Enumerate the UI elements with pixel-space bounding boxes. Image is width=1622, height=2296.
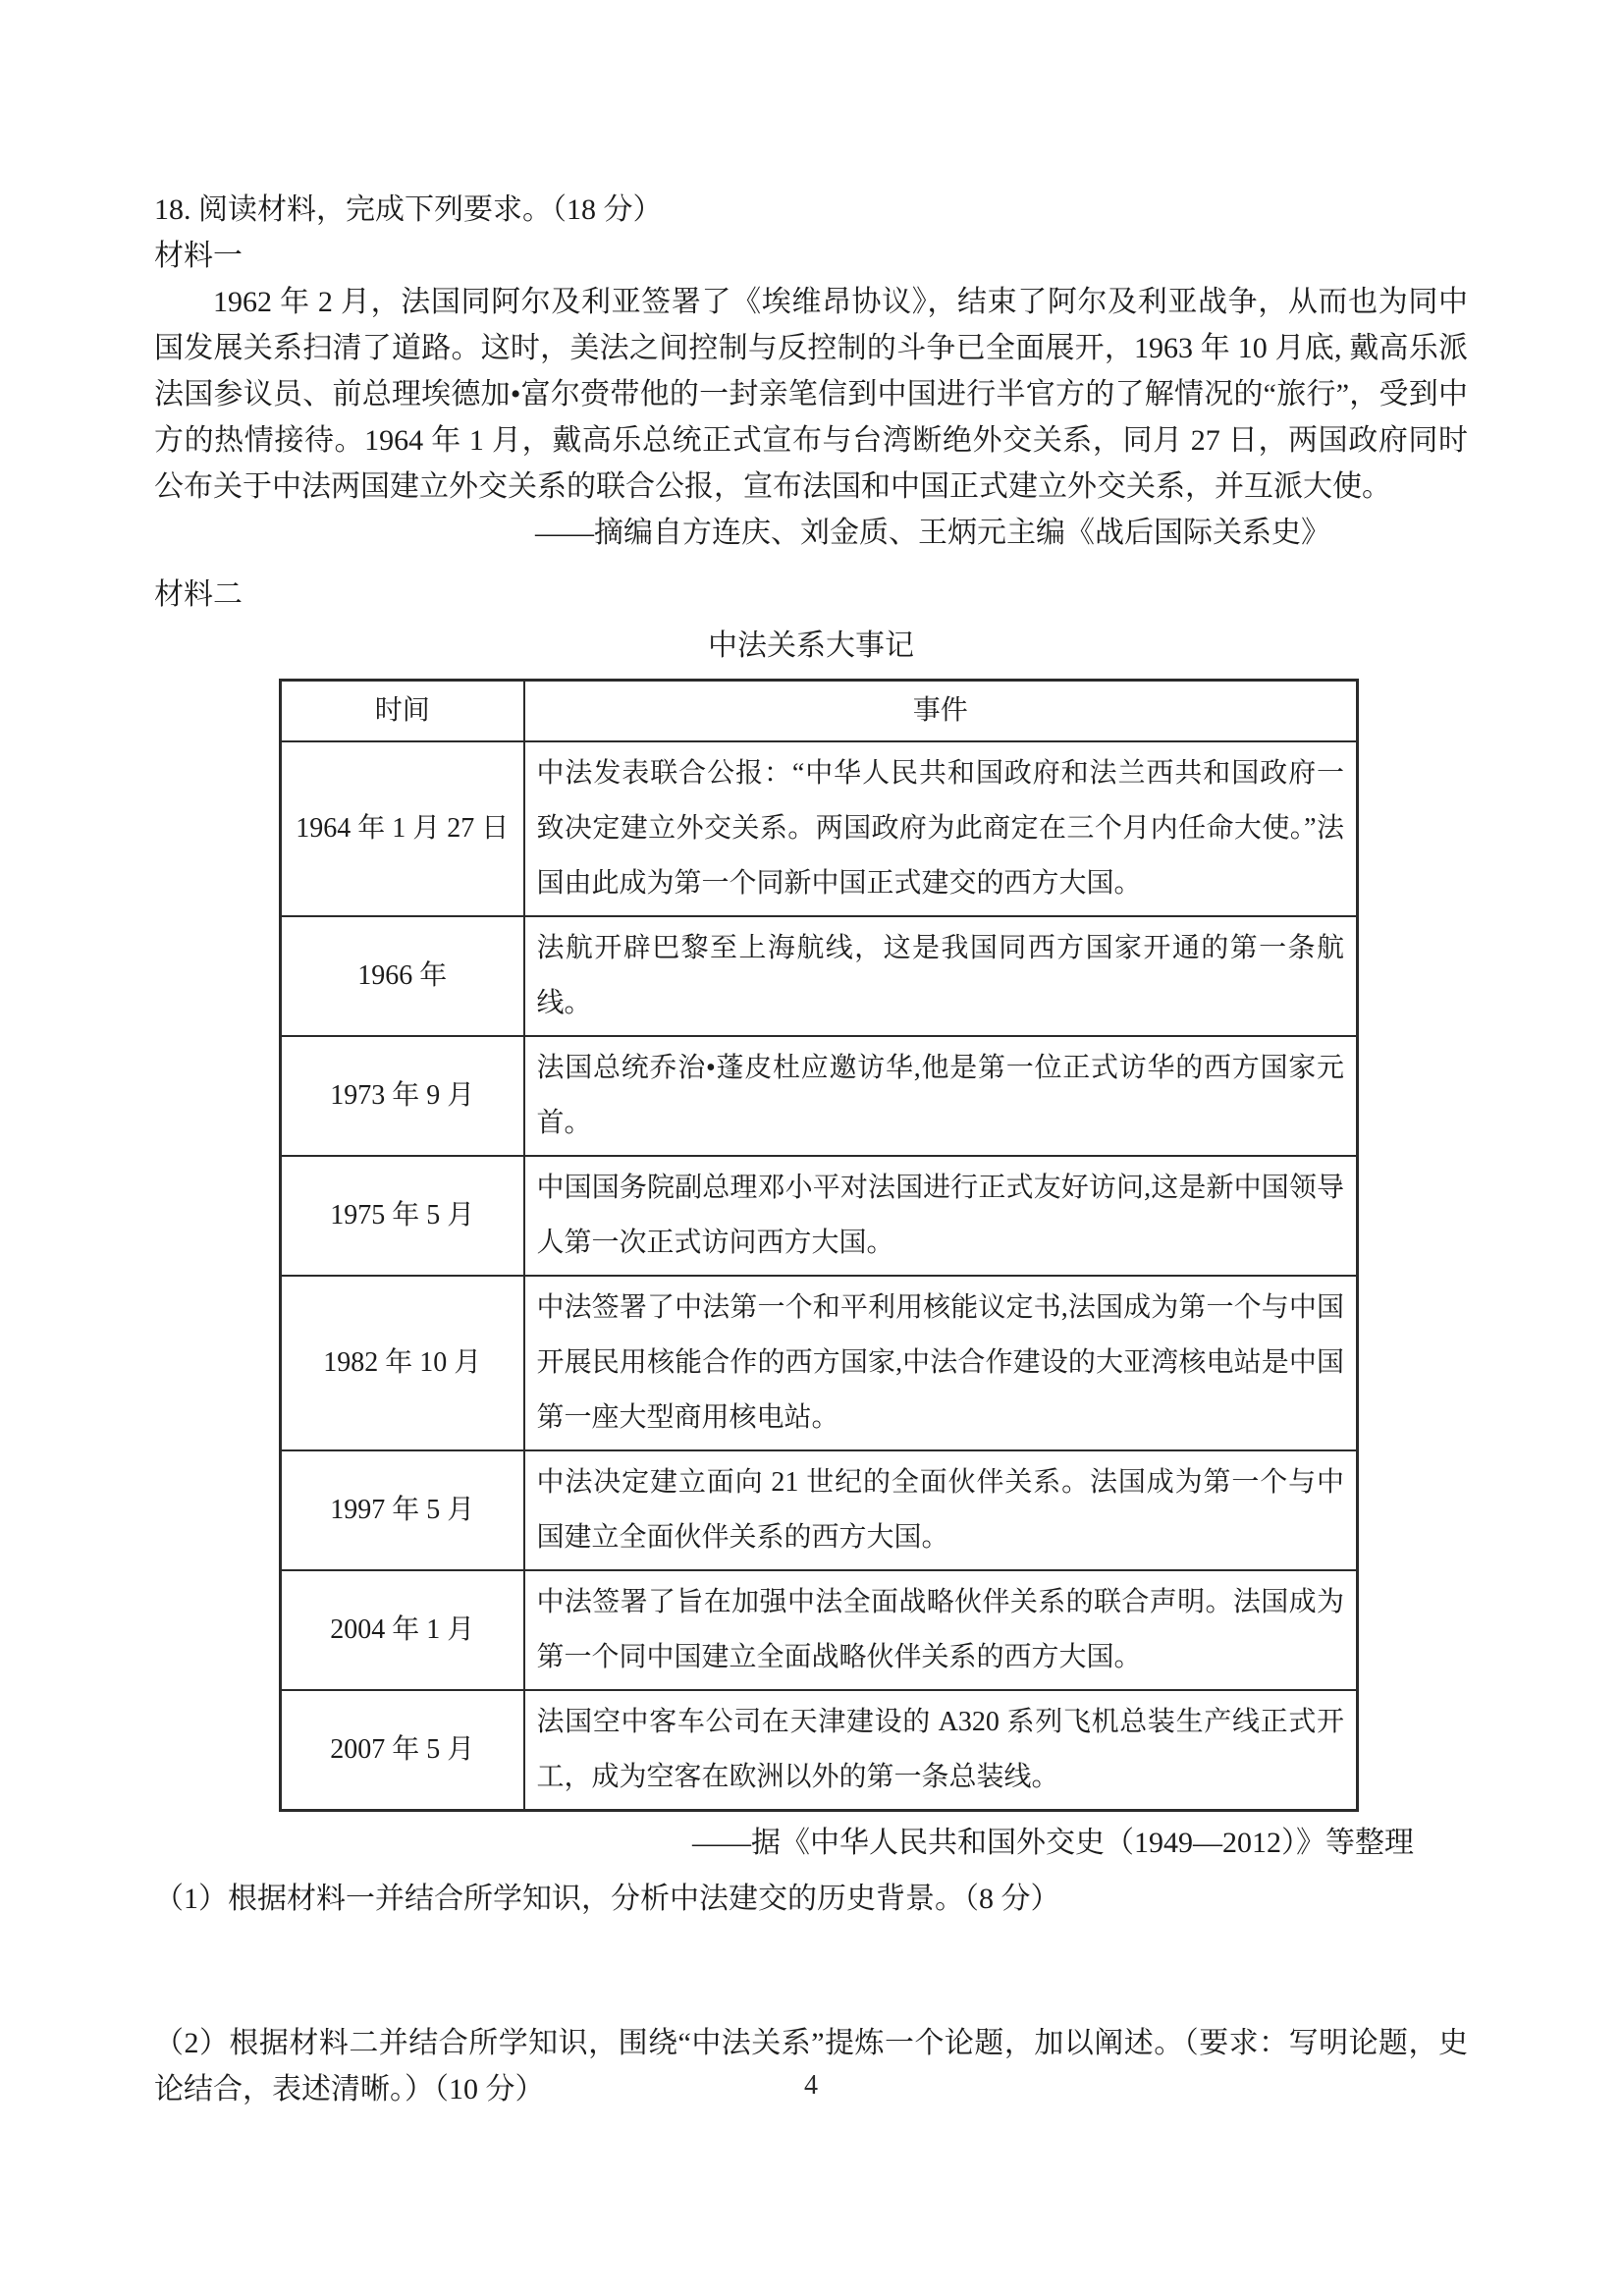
row-event: 法国空中客车公司在天津建设的 A320 系列飞机总装生产线正式开工，成为空客在欧洲以外的第一条总装线。: [524, 1690, 1358, 1811]
sub-question-2: （2）根据材料二并结合所学知识，围绕“中法关系”提炼一个论题，加以阐述。（要求：写明论题，史论结合，表述清晰。）（10 分）: [154, 2027, 1468, 2105]
row-time: 1982 年 10 月: [281, 1276, 524, 1450]
material-1-label: 材料一: [154, 240, 243, 272]
row-event: 法国总统乔治•蓬皮杜应邀访华,他是第一位正式访华的西方国家元首。: [524, 1036, 1358, 1156]
row-event: 中法发表联合公报：“中华人民共和国政府和法兰西共和国政府一致决定建立外交关系。两国政府为此商定在三个月内任命大使。”法国由此成为第一个同新中国正式建交的西方大国。: [524, 741, 1358, 916]
row-event: 中法签署了中法第一个和平利用核能议定书,法国成为第一个与中国开展民用核能合作的西方国家,中法合作建设的大亚湾核电站是中国第一座大型商用核电站。: [524, 1276, 1358, 1450]
table-row: [281, 1450, 1358, 1570]
table-row: [281, 1570, 1358, 1690]
material-2-label: 材料二: [154, 578, 243, 611]
row-event: 中法签署了旨在加强中法全面战略伙伴关系的联合声明。法国成为第一个同中国建立全面战略伙伴关系的西方大国。: [524, 1570, 1358, 1690]
row-event: 法航开辟巴黎至上海航线，这是我国同西方国家开通的第一条航线。: [524, 916, 1358, 1036]
table-row: [281, 1690, 1358, 1811]
table-row: [281, 741, 1358, 916]
row-time: 1966 年: [281, 916, 524, 1036]
material-1-paragraph: 1962 年 2 月，法国同阿尔及利亚签署了《埃维昂协议》，结束了阿尔及利亚战争，从而也为同中国发展关系扫清了道路。这时，美法之间控制与反控制的斗争已全面展开，1963 年 10 月底, 戴高乐派法国参议员、前总理埃德加•富尔赍带他的一封亲笔信到中国进行半官方的了解情况的“旅行”，受到中方的热情接待。1964 年 1 月，戴高乐总统正式宣布与台湾断绝外交关系，同月 27 日，两国政府同时公布关于中法两国建立外交关系的联合公报，宣布法国和中国正式建立外交关系，并互派大使。: [154, 286, 1468, 503]
row-time: 2004 年 1 月: [281, 1570, 524, 1690]
page-number: 4: [804, 2070, 818, 2101]
table-row: [281, 916, 1358, 1036]
table-row: [281, 1276, 1358, 1450]
table-header-event: 事件: [524, 681, 1358, 742]
row-time: 1975 年 5 月: [281, 1156, 524, 1276]
table-header-row: [281, 681, 1358, 742]
material-2-attribution: ——据《中华人民共和国外交史（1949—2012）》等整理: [692, 1827, 1414, 1859]
row-event: 中法决定建立面向 21 世纪的全面伙伴关系。法国成为第一个与中国建立全面伙伴关系的西方大国。: [524, 1450, 1358, 1570]
table-row: [281, 1156, 1358, 1276]
table-row: [281, 1036, 1358, 1156]
table-header-time: 时间: [281, 681, 524, 742]
row-time: 2007 年 5 月: [281, 1690, 524, 1811]
sub-question-1: （1）根据材料一并结合所学知识，分析中法建交的历史背景。（8 分）: [154, 1883, 1060, 1915]
row-time: 1964 年 1 月 27 日: [281, 741, 524, 916]
table-title: 中法关系大事记: [708, 629, 914, 662]
question-title: 18. 阅读材料，完成下列要求。（18 分）: [154, 193, 663, 226]
row-time: 1973 年 9 月: [281, 1036, 524, 1156]
events-table: [279, 679, 1359, 1812]
material-1-attribution: ——摘编自方连庆、刘金质、王炳元主编《战后国际关系史》: [535, 517, 1330, 549]
row-event: 中国国务院副总理邓小平对法国进行正式友好访问,这是新中国领导人第一次正式访问西方大国。: [524, 1156, 1358, 1276]
row-time: 1997 年 5 月: [281, 1450, 524, 1570]
